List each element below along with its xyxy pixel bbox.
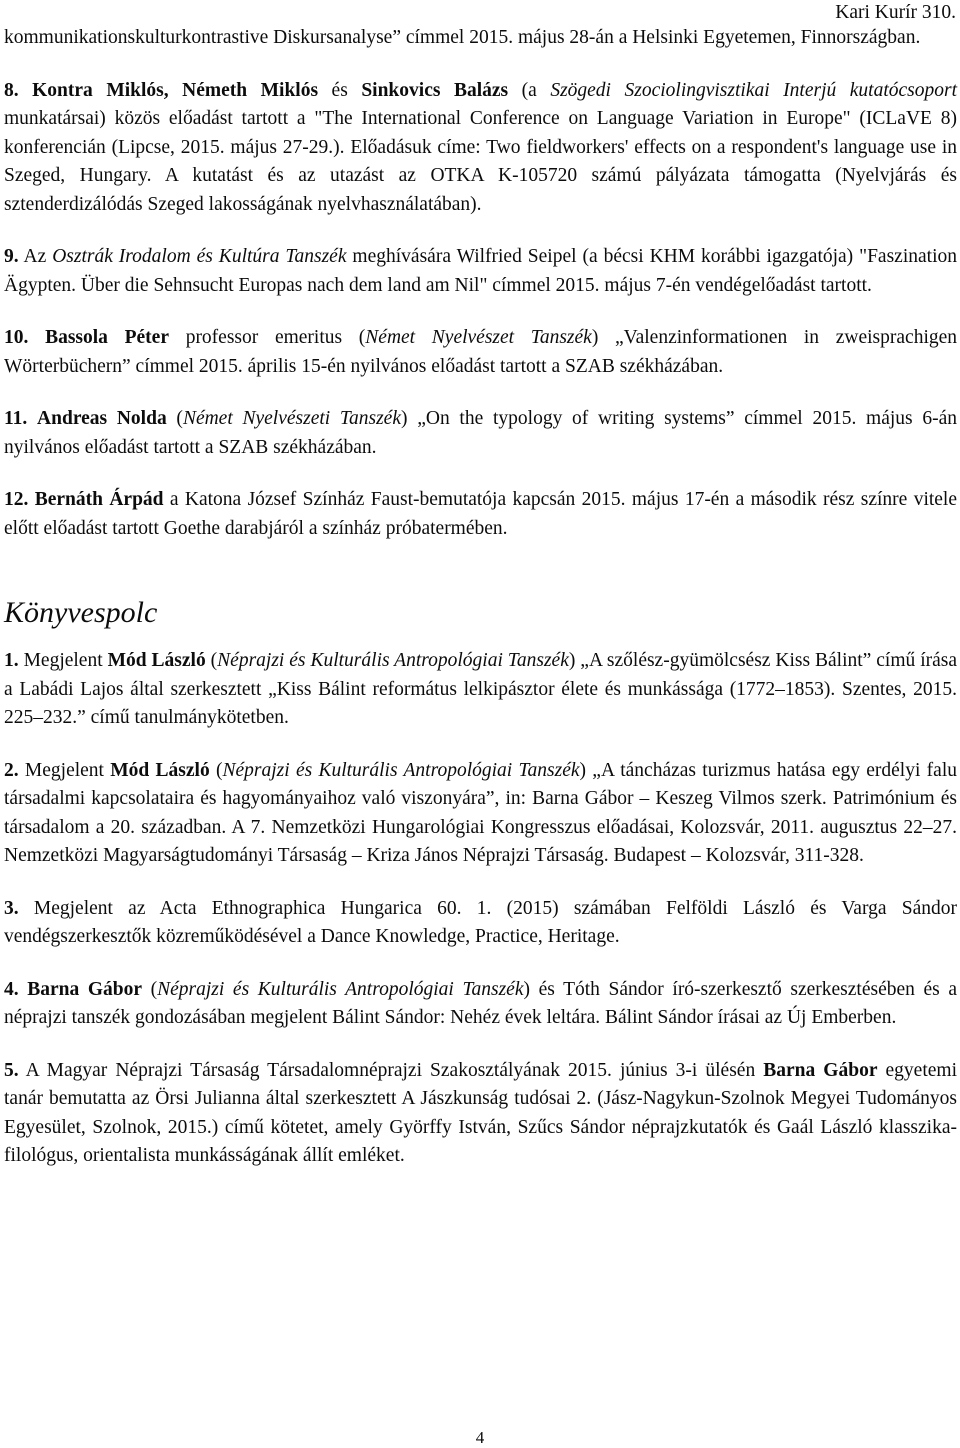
book-item-5 <box>4 1057 957 1171</box>
news-item-9 <box>4 243 957 300</box>
item-text: ( <box>205 650 218 671</box>
item-number: 3. <box>4 897 19 919</box>
item-text: (a <box>508 79 551 101</box>
news-item-10 <box>4 324 957 381</box>
item-text: Megjelent <box>18 650 108 671</box>
item-number: 8. <box>4 79 19 101</box>
book-item-1 <box>4 647 957 733</box>
running-header: Kari Kurír 310. <box>835 2 956 23</box>
presenters-names: Kontra Miklós, Németh Miklós <box>32 79 319 101</box>
item-text: A Magyar Néprajzi Társaság Társadalomnéprajzi Szakosztályának 2015. június 3-i ülésén <box>18 1059 764 1081</box>
section-heading-konyvespolc: Könyvespolc <box>4 596 158 629</box>
item-number: 4. <box>4 978 19 1000</box>
item-text: egyetemi tanár bemutatta az Örsi Julianna által szerkesztett A Jászkunság tudósai 2. (Jász-Nagykun-Szolnok Megyei Tudományos Egyesület, Szolnok, 2015.) című kötetet, amely Györffy István, Szűcs Sándor néprajzkutatók és Gaál László klasszika-filológus, orientalista munkásságának állít emléket. <box>4 1059 957 1166</box>
item-text: ) és Tóth Sándor író-szerkesztő szerkesztésében és a néprajzi tanszék gondozásában megjelent Bálint Sándor: Nehéz évek leltára. Bálint Sándor írásai az Új Emberben. <box>4 978 957 1028</box>
presenter-name: Andreas Nolda <box>37 408 167 429</box>
item-text: ( <box>209 759 223 781</box>
item-number: 1. <box>4 650 19 671</box>
author-name: Barna Gábor <box>763 1059 878 1081</box>
item-text: munkatársai) közös előadást tartott a "The International Conference on Language Variation in Europe" (ICLaVE 8) konferencián (Lipcse, 2015. május 27-29.). Előadásuk címe: Two fieldworkers' effects on a respondent's language use in Szeged, Hungary. A kutatást és az utazást az OTKA K-105720 számú pályázata támogatta (Nyelvjárás és sztenderdizálódás Szeged lakosságának nyelvhasználatában). <box>4 108 957 215</box>
item-text: Az <box>18 246 53 267</box>
item-text: meghívására Wilfried Seipel (a bécsi KHM korábbi igazgatója) "Faszination Ägypten. Über die Sehnsucht Europas nach dem land am Nil" címmel 2015. május 7-én vendégelőadást tartott. <box>4 246 957 296</box>
item-text: ) „A szőlész-gyümölcsész Kiss Bálint” című írása a Labádi Lajos által szerkesztett „Kiss Bálint református lelkipásztor élete és munkássága (1772–1853). Szentes, 2015. 225–232.” című tanulmánykötetben. <box>4 650 958 728</box>
item-number: 9. <box>4 246 19 267</box>
item-text: és <box>318 79 362 101</box>
department-name: Német Nyelvészet Tanszék <box>365 327 592 348</box>
department-name: Osztrák Irodalom és Kultúra Tanszék <box>52 246 347 267</box>
author-name: Mód László <box>110 759 210 781</box>
book-item-4 <box>4 976 957 1033</box>
department-name: Néprajzi és Kulturális Antropológiai Tanszék <box>222 759 580 781</box>
item-text: Megjelent az Acta Ethnographica Hungarica 60. 1. (2015) számában Felföldi László és Varga Sándor vendégszerkesztők közreműködésével a Dance Knowledge, Practice, Heritage. <box>4 897 957 947</box>
department-name: Néprajzi és Kulturális Antropológiai Tanszék <box>157 978 524 1000</box>
author-name: Mód László <box>107 650 206 671</box>
book-item-3 <box>4 895 957 952</box>
item-number: 2. <box>4 759 19 781</box>
item-text: ) „On the typology of writing systems” címmel 2015. május 6-án nyilvános előadást tartott a SZAB székházában. <box>4 408 958 458</box>
presenter-name: Bernáth Árpád <box>34 489 164 510</box>
news-item-12 <box>4 486 957 543</box>
department-name: Néprajzi és Kulturális Antropológiai Tanszék <box>217 650 569 671</box>
item-text: ) „A táncházas turizmus hatása egy erdélyi falu társadalmi kapcsolataira és hagyományaihoz való viszonyára”, in: Barna Gábor – Keszeg Vilmos szerk. Patrimónium és társadalom a 20. században. A 7. Nemzetközi Hungarológiai Kongresszus előadásai, Kolozsvár, 2011. augusztus 22–27. Nemzetközi Magyarságtudományi Társaság – Kriza János Néprajzi Társaság. Budapest – Kolozsvár, 311-328. <box>4 759 957 866</box>
presenter-name: Sinkovics Balázs <box>361 79 509 101</box>
item-text: Megjelent <box>18 759 111 781</box>
item-text: ( <box>166 408 183 429</box>
item-text: ) „Valenzinformationen in zweisprachigen Wörterbüchern” címmel 2015. április 15-én nyilvános előadást tartott a SZAB székházában. <box>4 327 958 377</box>
book-item-2 <box>4 757 957 871</box>
research-group-name: Szögedi Szociolingvisztikai Interjú kutatócsoport <box>550 79 957 101</box>
intro-paragraph: kommunikationskulturkontrastive Diskursanalyse” címmel 2015. május 28-án a Helsinki Egyetemen, Finnországban. <box>4 27 921 48</box>
item-number: 11. <box>4 408 28 429</box>
page-content <box>4 24 957 1171</box>
news-item-8 <box>4 77 957 220</box>
author-name: Barna Gábor <box>27 978 143 1000</box>
item-text: ( <box>142 978 158 1000</box>
presenter-name: Bassola Péter <box>45 327 169 348</box>
page-number: 4 <box>475 1428 485 1447</box>
item-text: a Katona József Színház Faust-bemutatója kapcsán 2015. május 17-én a második rész színre vitele előtt előadást tartott Goethe darabjáról a színház próbatermében. <box>4 489 958 539</box>
news-item-11 <box>4 405 957 462</box>
item-number: 10. <box>4 327 29 348</box>
item-number: 5. <box>4 1059 19 1081</box>
department-name: Német Nyelvészeti Tanszék <box>182 408 401 429</box>
item-text: professor emeritus ( <box>169 327 366 348</box>
item-number: 12. <box>4 489 29 510</box>
